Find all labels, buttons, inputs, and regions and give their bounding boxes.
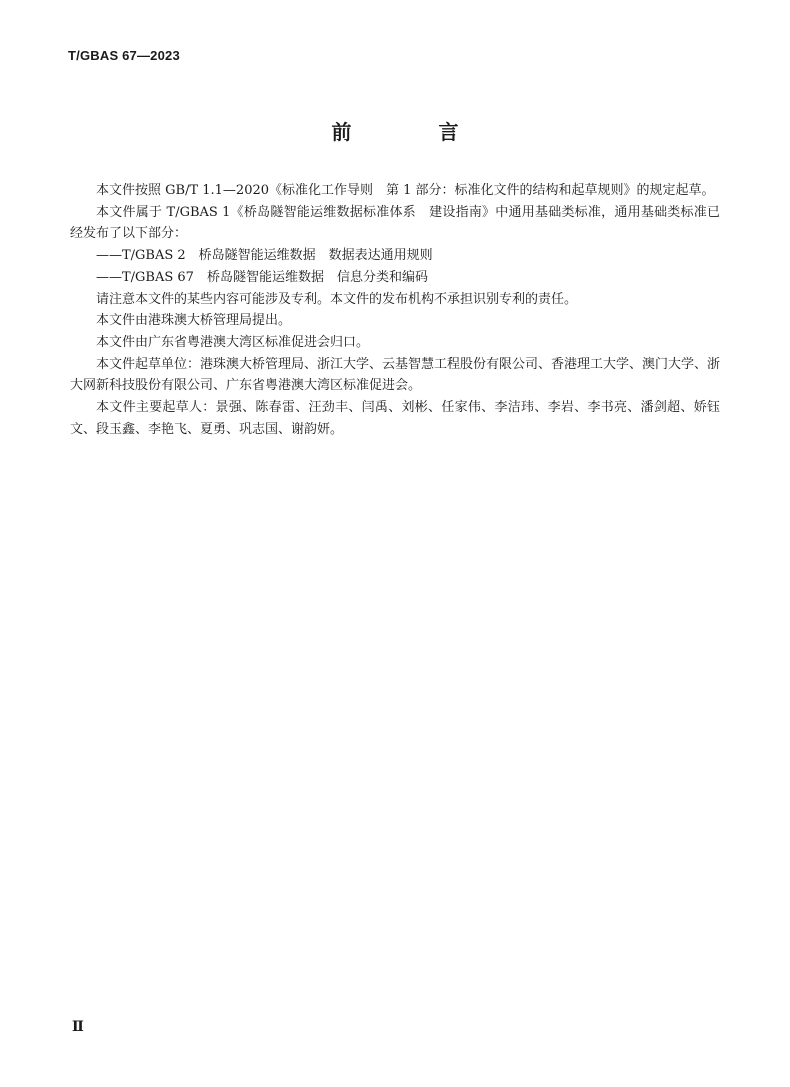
paragraph-main-drafters: 本文件主要起草人：景强、陈春雷、汪劲丰、闫禹、刘彬、任家伟、李洁玮、李岩、李书亮、潘剑超、娇钰文、段玉鑫、李艳飞、夏勇、巩志国、谢韵妍。 xyxy=(70,400,720,437)
foreword-body xyxy=(70,180,720,440)
list-item-part-67: ——T/GBAS 67 桥岛隧智能运维数据 信息分类和编码 xyxy=(96,269,428,285)
page-number: Ⅱ xyxy=(72,1019,84,1035)
paragraph-proposer: 本文件由港珠澳大桥管理局提出。 xyxy=(96,313,292,329)
list-item-part-2: ——T/GBAS 2 桥岛隧智能运维数据 数据表达通用规则 xyxy=(96,248,433,264)
paragraph-standard-system: 本文件属于 T/GBAS 1《桥岛隧智能运维数据标准体系 建设指南》中通用基础类标准，通用基础类标准已经发布了以下部分： xyxy=(70,204,720,242)
paragraph-patent-notice: 请注意本文件的某些内容可能涉及专利。本文件的发布机构不承担识别专利的责任。 xyxy=(96,291,578,307)
document-identifier: T/GBAS 67—2023 xyxy=(68,48,180,63)
page-title: 前 言 xyxy=(331,120,499,144)
paragraph-drafting-basis: 本文件按照 GB/T 1.1—2020《标准化工作导则 第 1 部分：标准化文件的结构和起草规则》的规定起草。 xyxy=(96,183,715,198)
paragraph-drafting-units: 本文件起草单位：港珠澳大桥管理局、浙江大学、云基智慧工程股份有限公司、香港理工大学、澳门大学、浙大网新科技股份有限公司、广东省粤港澳大湾区标准促进会。 xyxy=(70,356,721,394)
paragraph-centralized-by: 本文件由广东省粤港澳大湾区标准促进会归口。 xyxy=(96,334,370,350)
